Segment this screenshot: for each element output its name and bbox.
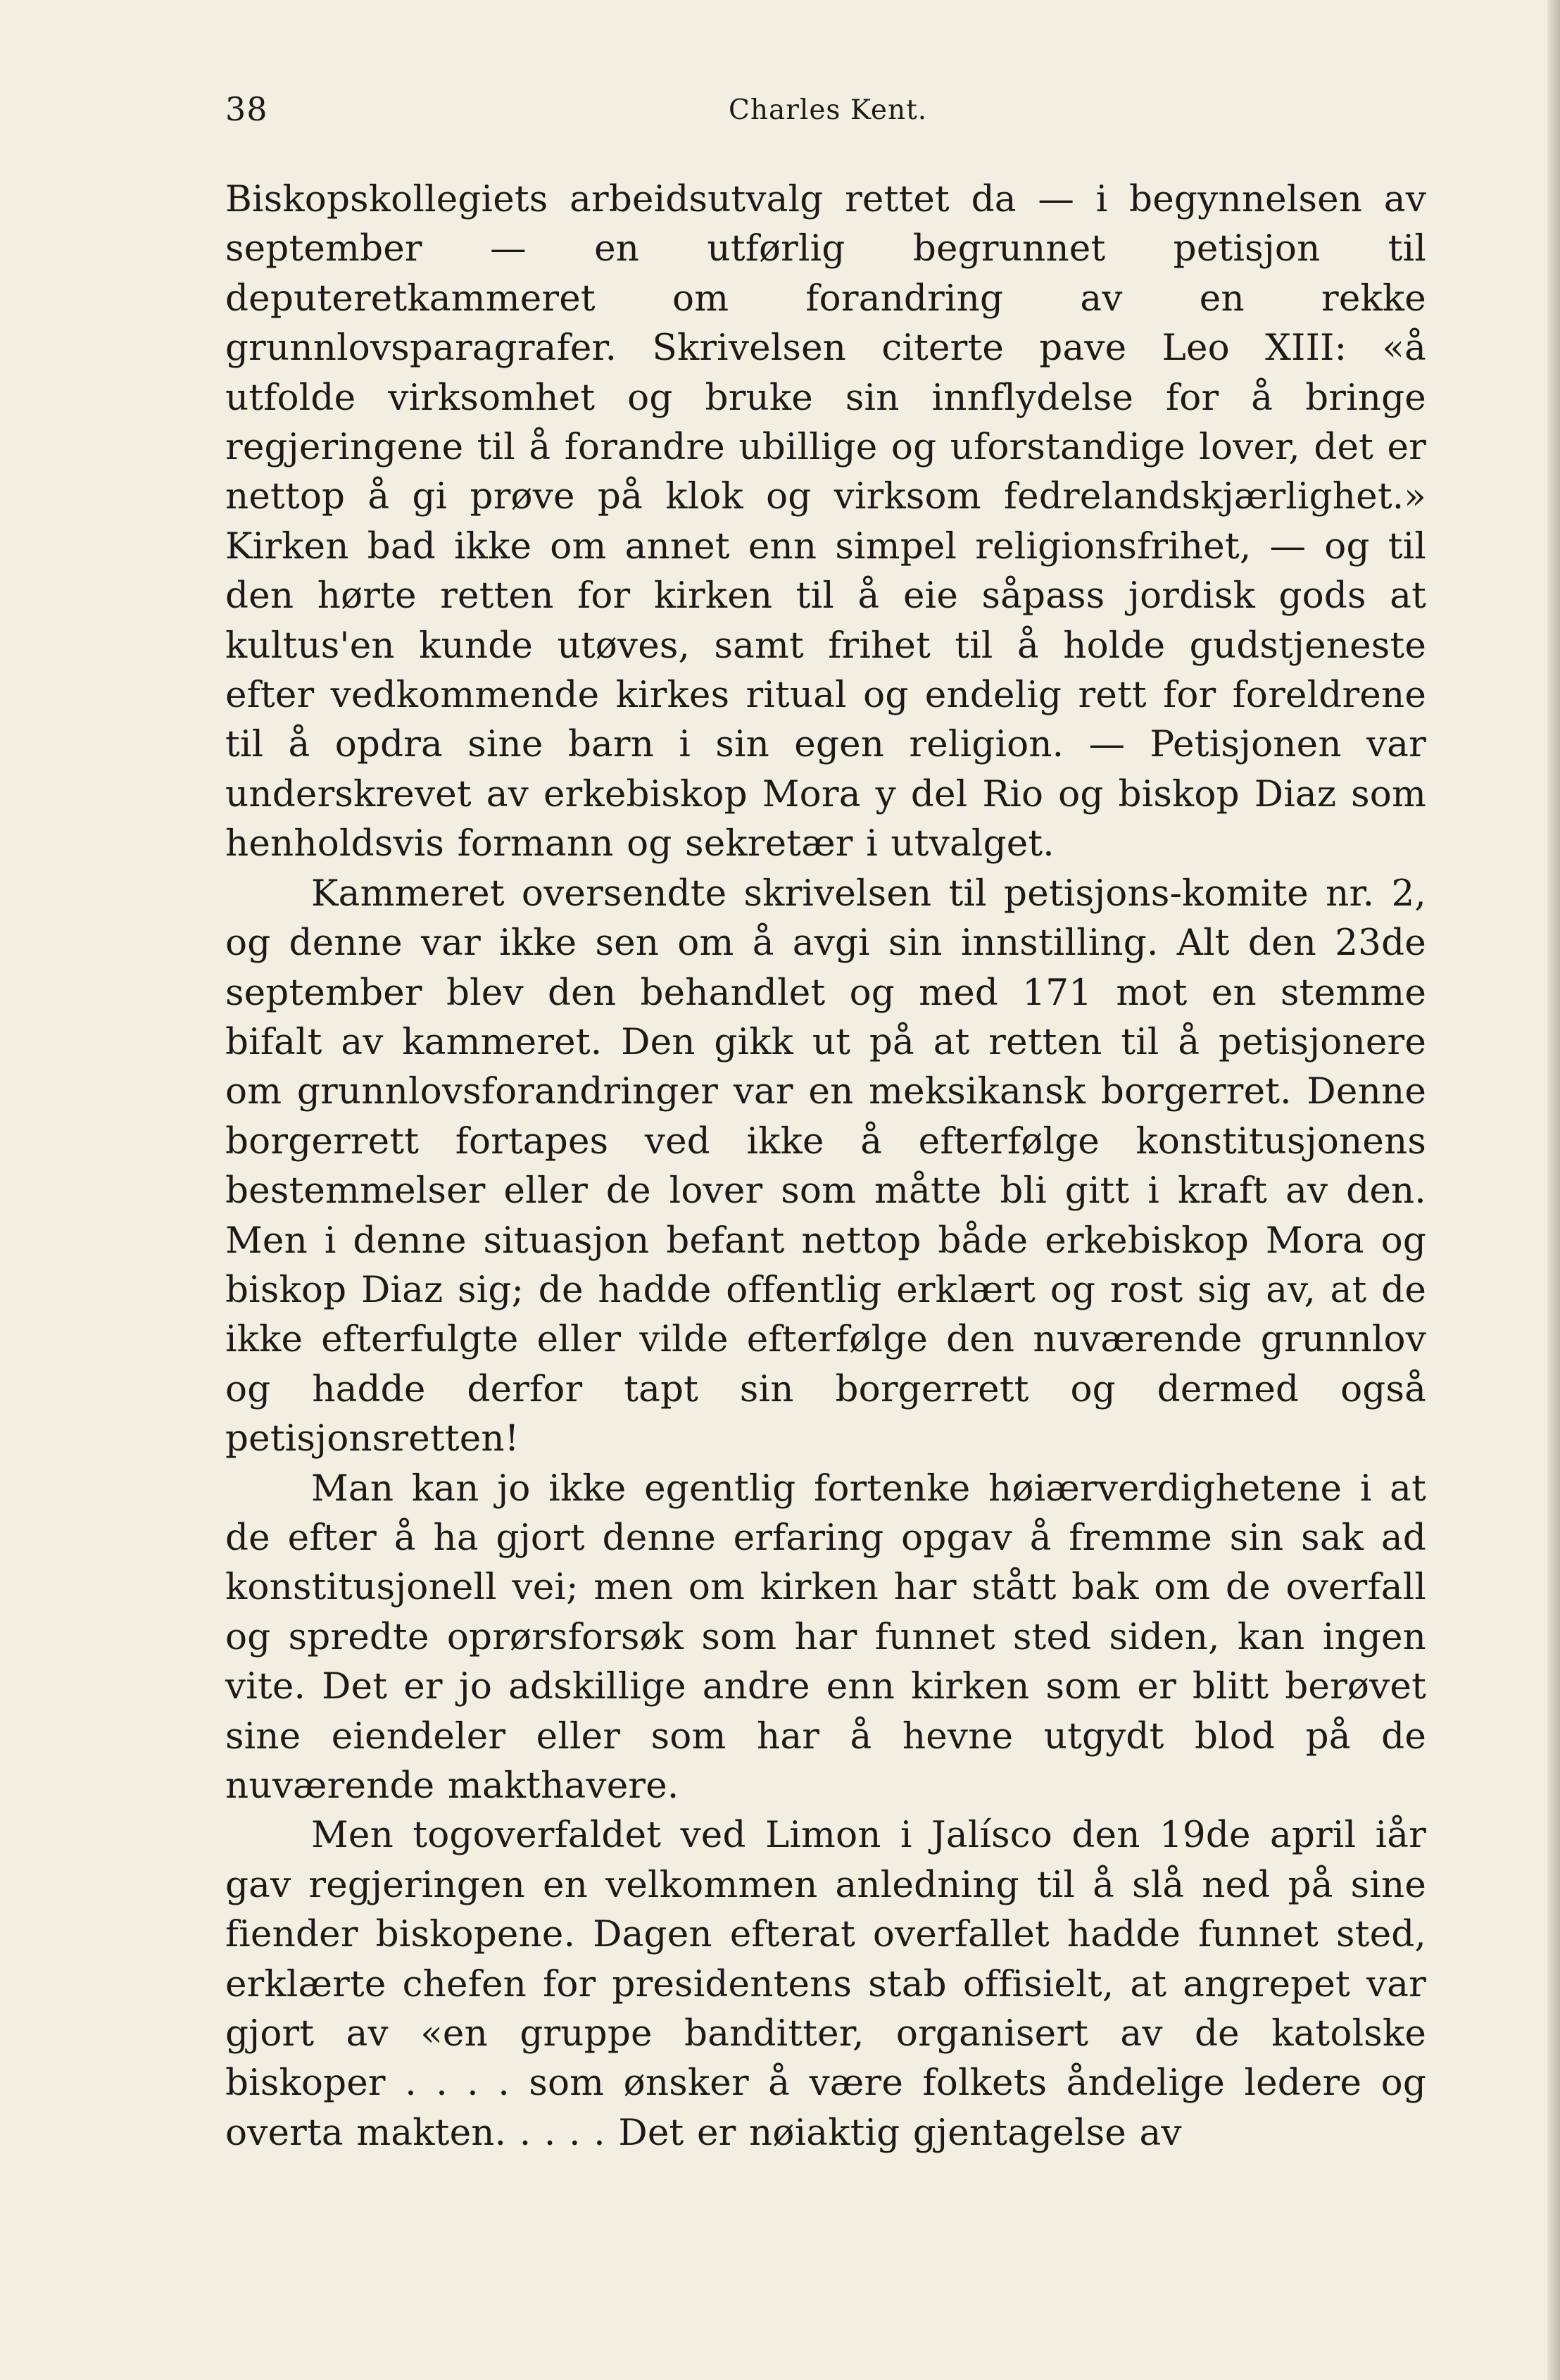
page-number: 38	[225, 90, 268, 128]
paragraph-1: Biskopskollegiets arbeidsutvalg rettet da — i begynnelsen av september — en utførlig begrunnet petisjon til deputeretkammeret om forandring av en rekke grunnlovsparagrafer. Skrivelsen citerte pave Leo XIII: «å utfolde virksomhet og bruke sin innflydelse for å bringe regjeringene til å forandre ubillige og uforstandige lover, det er nettop å gi prøve på klok og virksom fedrelandskjærlighet.» Kirken bad ikke om annet enn simpel religionsfrihet, — og til den hørte retten for kirken til å eie såpass jordisk gods at kultus'en kunde utøves, samt frihet til å holde gudstjeneste efter vedkommende kirkes ritual og endelig rett for foreldrene til å opdra sine barn i sin egen religion. — Petisjonen var underskrevet av erkebiskop Mora y del Rio og biskop Diaz som henholdsvis formann og sekretær i utvalget.	[225, 178, 1426, 865]
paragraph-2: Kammeret oversendte skrivelsen til petisjons-komite nr. 2, og denne var ikke sen om å avgi sin innstilling. Alt den 23de september blev den behandlet og med 171 mot en stemme bifalt av kammeret. Den gikk ut på at retten til å petisjonere om grunnlovsforandringer var en meksikansk borgerret. Denne borgerrett fortapes ved ikke å efterfølge konstitusjonens bestemmelser eller de lover som måtte bli gitt i kraft av den. Men i denne situasjon befant nettop både erkebiskop Mora og biskop Diaz sig; de hadde offentlig erklært og rost sig av, at de ikke efterfulgte eller vilde efterfølge den nuværende grunnlov og hadde derfor tapt sin borgerrett og dermed også petisjonsretten!	[225, 872, 1426, 1460]
paragraph-3: Man kan jo ikke egentlig fortenke høiærverdighetene i at de efter å ha gjort denne erfaring opgav å fremme sin sak ad konstitusjonell vei; men om kirken har stått bak om de overfall og spredte oprørsforsøk som har funnet sted siden, kan ingen vite. Det er jo adskillige andre enn kirken som er blitt berøvet sine eiendeler eller som har å hevne utgydt blod på de nuværende makthavere.	[225, 1467, 1426, 1807]
running-head: Charles Kent.	[729, 94, 928, 126]
paragraph-4: Men togoverfaldet ved Limon i Jalísco den 19de april iår gav regjeringen en velkommen anledning til å slå ned på sine fiender biskopene. Dagen efterat overfallet hadde funnet sted, erklærte chefen for presidentens stab offisielt, at angrepet var gjort av «en gruppe banditter, organisert av de katolske biskoper . . . . som ønsker å være folkets åndelige ledere og overta makten. . . . . Det er nøiaktig gjentagelse av	[225, 1814, 1426, 2154]
page-edge-shadow	[1547, 0, 1560, 2380]
page-header	[225, 90, 1422, 132]
body-text	[225, 175, 1426, 2157]
